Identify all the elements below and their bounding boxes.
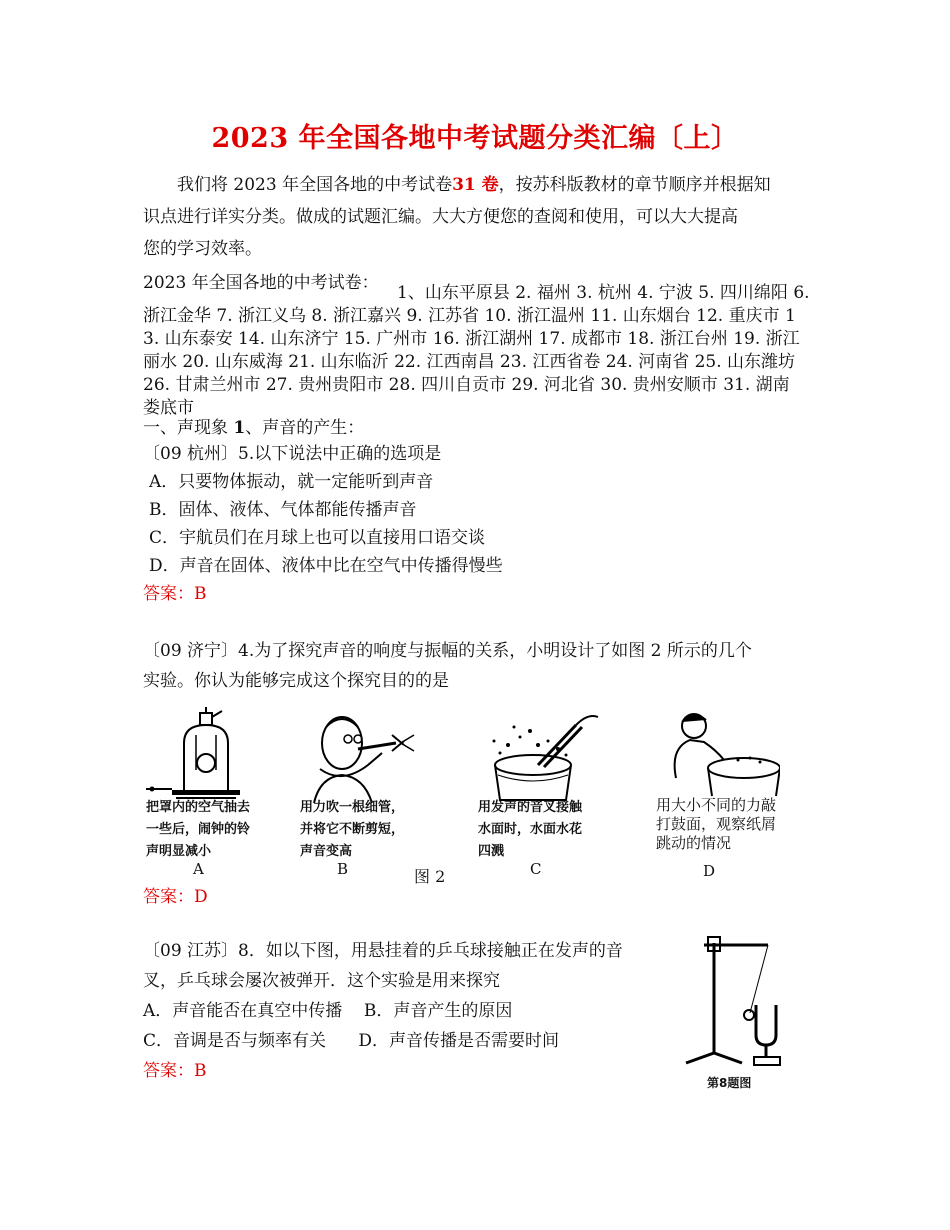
question-stem-line-1: 〔09 江苏〕8．如以下图，用悬挂着的乒乓球接触正在发声的音 [143,941,623,961]
question-stem: 〔09 杭州〕5.以下说法中正确的选项是 [143,444,442,464]
exam-list [143,305,843,420]
answer: 答案：B [143,584,207,604]
exam-list-label: 2023 年全国各地的中考试卷： [143,273,379,293]
options-row-2: C．音调是否与频率有关 D．声音传播是否需要时间 [143,1031,560,1051]
tuning-fork-water-figure [478,705,608,805]
option-c: C．宇航员们在月球上也可以直接用口语交谈 [149,528,486,548]
question-3 [143,936,683,1086]
intro-paragraph [143,170,813,264]
question-1 [143,440,823,608]
question-stem-line-2: 叉，乒乓球会屡次被弹开．这个实验是用来探究 [143,971,500,991]
exam-count: 31 卷 [452,175,499,195]
intro-text-1: 我们将 2023 年全国各地的中考试卷 [177,175,453,195]
figure-letter-a: A [193,860,204,878]
exam-list-line: 娄底市 [143,398,194,418]
document-title: 2023 年全国各地中考试题分类汇编〔上〕 [211,123,739,154]
exam-list-line: 3. 山东泰安 14. 山东济宁 15. 广州市 16. 浙江湖州 17. 成都市 18. 浙江台州 19. 浙江 [143,329,800,349]
answer: 答案：B [143,1061,207,1081]
option-a: A．只要物体振动，就一定能听到声音 [149,472,434,492]
intro-line-1 [143,170,813,200]
answer: 答案：D [143,887,208,907]
exam-list-line: 浙江金华 7. 浙江义乌 8. 浙江嘉兴 9. 江苏省 10. 浙江温州 11. 山东烟台 12. 重庆市 1 [143,306,796,326]
exam-list-first: 1、山东平原县 2. 福州 3. 杭州 4. 宁波 5. 四川绵阳 6. [397,283,810,303]
question-stem-line-1: 〔09 济宁〕4.为了探究声音的响度与振幅的关系，小明设计了如图 2 所示的几个 [143,641,752,661]
pendulum-tuning-fork-figure [684,935,794,1075]
figure-caption-b: 用力吹一根细管， 并将它不断剪短， 声音变高 [300,800,405,859]
figure-letter-b: B [337,860,349,878]
intro-line-3: 您的学习效率。 [143,239,262,259]
option-b: B．固体、液体、气体都能传播声音 [149,500,417,520]
figure-letter-d: D [703,862,716,880]
section-heading-c: 、声音的产生： [245,418,365,438]
intro-text-2: ，按苏科版教材的章节顺序并根据知 [498,175,771,195]
figure-letter-c: C [530,860,542,878]
section-heading [143,414,364,442]
option-d: D．声音在固体、液体中比在空气中传播得慢些 [149,556,503,576]
bell-jar-figure [146,705,266,805]
section-heading-a: 一、声现象 [143,418,234,438]
question-2 [143,636,843,696]
exam-list-line: 丽水 20. 山东威海 21. 山东临沂 22. 江西南昌 23. 江西省卷 24. 河南省 25. 山东潍坊 [143,352,796,372]
drum-figure [660,708,780,798]
figure-2-label: 图 2 [414,867,446,886]
figure-caption-c: 用发声的音叉接触 水面时，水面水花 四溅 [478,800,583,859]
straw-figure [300,705,420,805]
options-row-1: A．声音能否在真空中传播 B．声音产生的原因 [143,1001,513,1021]
figure-caption-d: 用大小不同的力敲 打鼓面，观察纸屑 跳动的情况 [656,796,777,852]
intro-line-2: 识点进行详实分类。做成的试题汇编。大大方便您的查阅和使用，可以大大提高 [143,207,738,227]
exam-list-line: 26. 甘肃兰州市 27. 贵州贵阳市 28. 四川自贡市 29. 河北省 30. 贵州安顺市 31. 湖南 [143,375,790,395]
figure-caption-a: 把罩内的空气抽去 一些后，闹钟的铃 声明显减小 [146,800,251,859]
section-heading-b: 1 [233,418,246,438]
figure-caption: 第8题图 [707,1076,752,1090]
question-stem-line-2: 实验。你认为能够完成这个探究目的的是 [143,671,449,691]
